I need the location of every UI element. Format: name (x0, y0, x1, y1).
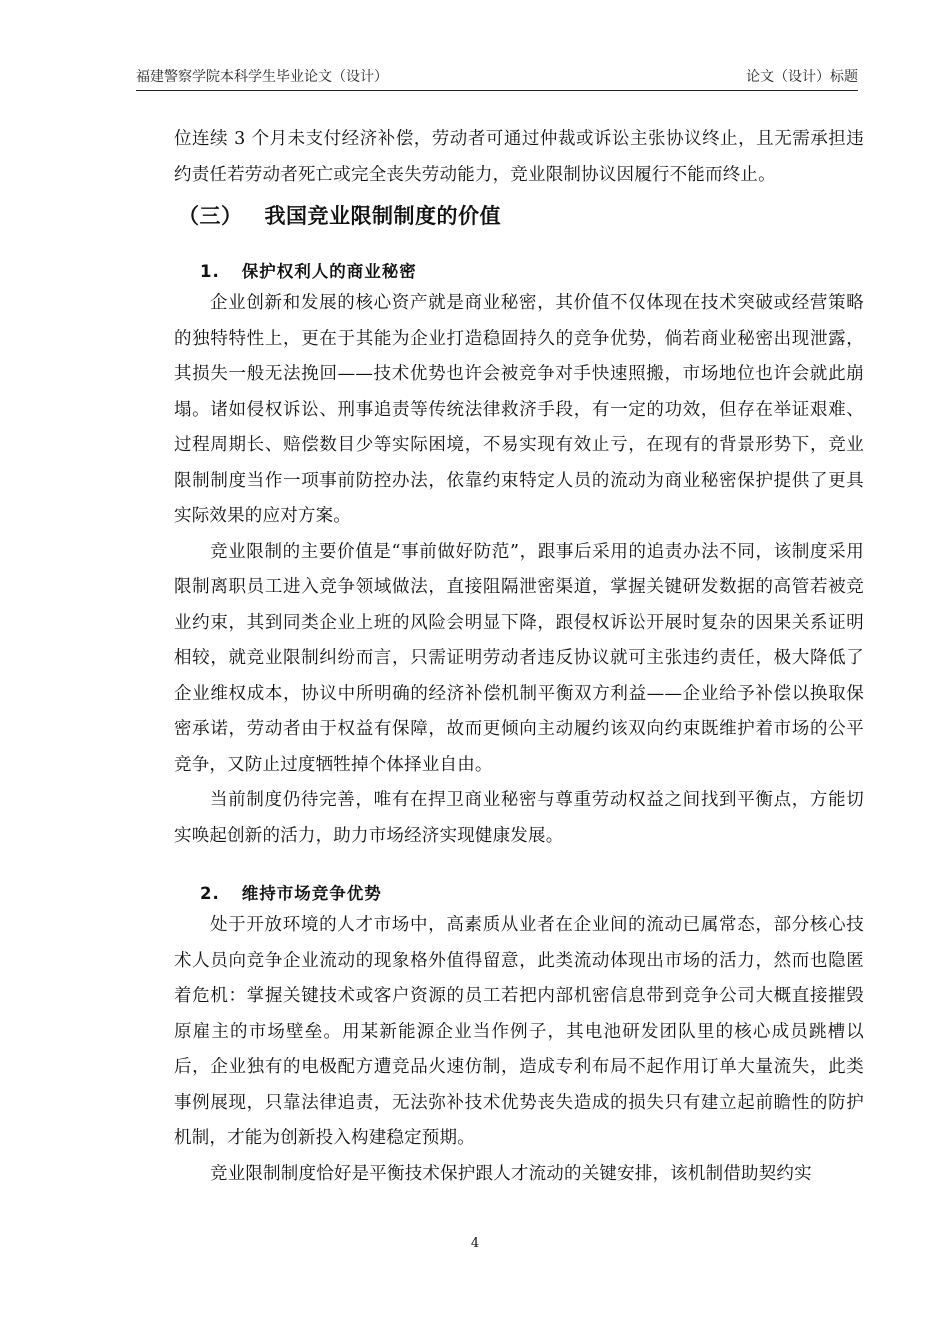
continuation-text: 位连续 3 个月未支付经济补偿，劳动者可通过仲裁或诉讼主张协议终止，且无需承担违约责任若劳动者死亡或完全丧失劳动能力，竞业限制协议因履行不能而终止。 (174, 129, 864, 185)
paragraph: 竞业限制制度恰好是平衡技术保护跟人才流动的关键安排，该机制借助契约实 (210, 1163, 812, 1184)
subsection-1-number: 1. (200, 262, 220, 281)
section-heading (178, 200, 501, 230)
paragraph: 当前制度仍待完善，唯有在捍卫商业秘密与尊重劳动权益之间找到平衡点，方能切实唤起创新的活力，助力市场经济实现健康发展。 (174, 790, 864, 846)
paragraph: 竞业限制的主要价值是“事前做好防范”，跟事后采用的追责办法不同，该制度采用限制离职员工进入竞争领域做法，直接阻隔泄密渠道，掌握关键研发数据的高管若被竞业约束，其到同类企业上班的风险会明显下降，跟侵权诉讼开展时复杂的因果关系证明相较，就竞业限制纠纷而言，只需证明劳动者违反协议就可主张违约责任，极大降低了企业维权成本，协议中所明确的经济补偿机制平衡双方利益——企业给予补偿以换取保密承诺，劳动者由于权益有保障，故而更倾向主动履约该双向约束既维护着市场的公平竞争，又防止过度牺牲掉个体择业自由。 (174, 541, 864, 775)
paragraph: 处于开放环境的人才市场中，高素质从业者在企业间的流动已属常态，部分核心技术人员向竞争企业流动的现象格外值得留意，此类流动体现出市场的活力，然而也隐匿着危机：掌握关键技术或客户资源的员工若把内部机密信息带到竞争公司大概直接摧毁原雇主的市场壁垒。用某新能源企业当作例子，其电池研发团队里的核心成员跳槽以后，企业独有的电极配方遭竞品火速仿制，造成专利布局不起作用订单大量流失，此类事例展现，只靠法律追责，无法弥补技术优势丧失造成的损失只有建立起前瞻性的防护机制，才能为创新投入构建稳定预期。 (174, 915, 864, 1148)
subsection-2-number: 2. (200, 884, 220, 903)
subsection-2-title: 维持市场竞争优势 (241, 884, 382, 903)
paragraph: 企业创新和发展的核心资产就是商业秘密，其价值不仅体现在技术突破或经营策略的独特特性上，更在于其能为企业打造稳固持久的竞争优势，倘若商业秘密出现泄露，其损失一般无法挽回——技术优势也许会被竞争对手快速照搬，市场地位也许会就此崩塌。诸如侵权诉讼、刑事追责等传统法律救济手段，有一定的功效，但存在举证艰难、过程周期长、赔偿数目少等实际困境，不易实现有效止亏，在现有的背景形势下，竞业限制制度当作一项事前防控办法，依靠约束特定人员的流动为商业秘密保护提供了更具实际效果的应对方案。 (174, 293, 864, 526)
continuation-paragraph (174, 122, 864, 193)
subsection-1-body (174, 286, 864, 854)
page-number: 4 (470, 1236, 480, 1251)
header-institution: 福建警察学院本科学生毕业论文（设计） (136, 69, 388, 85)
page-header (136, 66, 858, 91)
subsection-heading-1 (200, 258, 417, 282)
section-number: （三） (178, 204, 243, 228)
section-title-text: 我国竞业限制制度的价值 (264, 204, 501, 228)
header-thesis-title: 论文（设计）标题 (746, 69, 858, 85)
subsection-1-title: 保护权利人的商业秘密 (241, 262, 417, 281)
subsection-2-body (174, 908, 864, 1192)
subsection-heading-2 (200, 880, 382, 904)
